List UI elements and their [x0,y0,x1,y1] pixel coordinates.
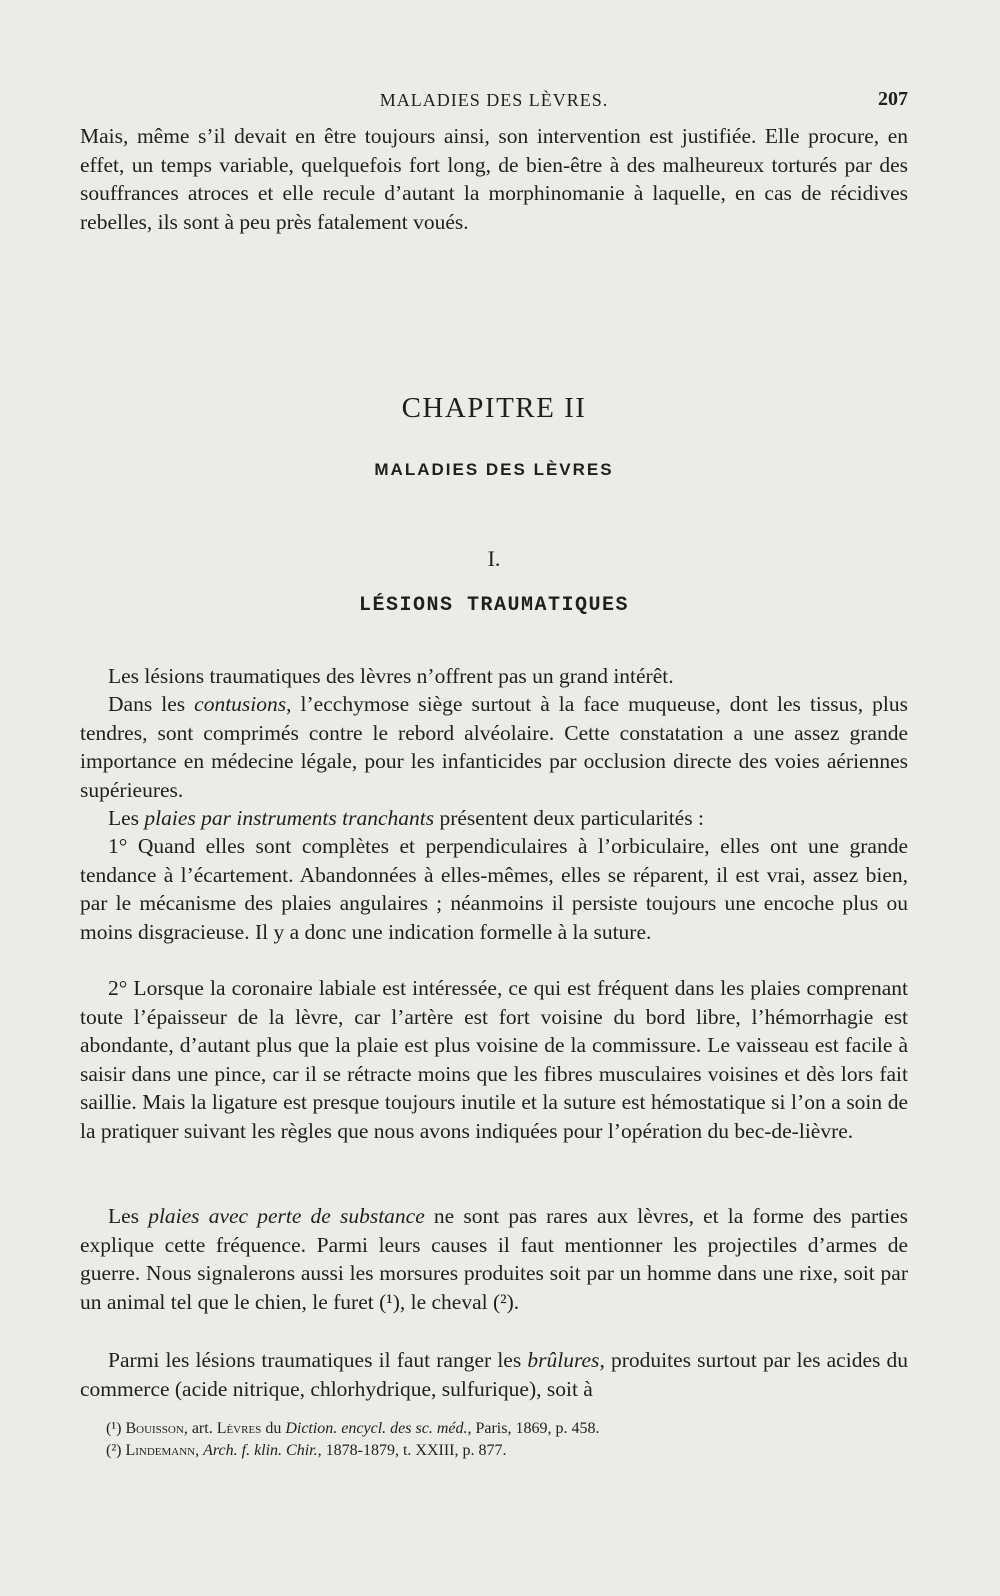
footnote-marker: (²) [106,1442,126,1459]
section-number: I. [487,546,501,571]
footnote-text: du [261,1420,286,1437]
paragraph-text: Les [108,806,145,830]
chapter-subtitle: MALADIES DES LÈVRES [374,460,614,479]
footnote-text: , Paris, 1869, p. 458. [467,1420,600,1437]
paragraph-text: , produites surtout par les acides du commerce (acide nitrique, chlorhydrique, sulfurique), soit à [80,1348,908,1401]
paragraph-brulures [80,1346,908,1403]
footnote-text: , [195,1442,204,1459]
footnote-article: Lèvres [216,1420,262,1437]
paragraph-text: Parmi les lésions traumatiques il faut ranger les [108,1348,528,1372]
paragraph-text: ne sont pas rares aux lèvres, et la forme des parties explique cette fréquence. Parmi leurs causes il faut mentionner les projectiles d’armes de guerre. Nous signalerons aussi les morsures produites soit par un homme dans une rixe, soit par un animal tel que le chien, le furet (¹), le cheval (²). [80,1204,908,1314]
paragraph-text: présentent deux particularités : [434,806,704,830]
footnote-2 [106,1440,886,1462]
paragraph-plaies-tranchants [80,804,908,833]
running-title: MALADIES DES LÈVRES. [379,90,609,110]
paragraph-perte-substance [80,1202,908,1316]
footnote-text: , art. [183,1420,217,1437]
italic-term: plaies avec perte de substance [148,1204,425,1228]
paragraph-text: , l’ecchymose siège surtout à la face muqueuse, dont les tissus, plus tendres, sont comprimés contre le rebord alvéolaire. Cette constatation a une assez grande importance en médecine légale, pour les infanticides par occlusion directe des voies aériennes supérieures. [80,692,908,802]
paragraph-text: Les [108,1204,149,1228]
footnote-source: Diction. encycl. des sc. méd. [285,1420,468,1437]
paragraph-text: Dans les [108,692,195,716]
section-title: LÉSIONS TRAUMATIQUES [358,594,630,617]
paragraph-point-2: 2° Lorsque la coronaire labiale est intéressée, ce qui est fréquent dans les plaies comprenant toute l’épaisseur de la lèvre, car l’artère est fort voisine du bord libre, l’hémorrhagie est abondante, d’autant plus que la plaie est plus voisine de la commissure. Le vaisseau est facile à saisir dans une pince, car il se rétracte moins que les fibres musculaires voisines et dès lors fait saillie. Mais la ligature est presque toujours inutile et la suture est hémostatique si l’on a soin de la pratiquer suivant les règles que nous avons indiquées pour l’opération du bec-de-lièvre. [80,976,908,1143]
paragraph-point-1: 1° Quand elles sont complètes et perpendiculaires à l’orbiculaire, elles ont une grande tendance à l’écartement. Abandonnées à elles-mêmes, elles se réparent, il est vrai, assez bien, par le mécanisme des plaies angulaires ; néanmoins il persiste toujours une encoche plus ou moins disgracieuse. Il y a donc une indication formelle à la suture. [80,834,908,944]
intro-paragraph: Mais, même s’il devait en être toujours ainsi, son intervention est justifiée. Elle procure, en effet, un temps variable, quelquefois fort long, de bien-être à des malheureux torturés par des souffrances atroces et elle recule d’autant la morphinomanie à laquelle, en cas de récidives rebelles, ils sont à peu près fatalement voués. [80,124,908,234]
italic-term: plaies par instruments tranchants [144,806,435,830]
chapter-title: CHAPITRE II [401,392,587,424]
footnote-source: Arch. f. klin. Chir. [203,1442,318,1459]
footnote-marker: (¹) [106,1420,126,1437]
paragraph-contusions [80,690,908,804]
footnote-author: Lindemann [125,1442,196,1459]
footnote-text: , 1878-1879, t. XXIII, p. 877. [317,1442,507,1459]
italic-term: brûlures [527,1348,600,1372]
italic-term: contusions [194,692,287,716]
running-head [80,88,908,116]
footnote-author: Bouisson [125,1420,184,1437]
footnote-1 [106,1418,886,1440]
page-number: 207 [878,88,908,110]
footnotes [106,1418,886,1462]
paragraph-general: Les lésions traumatiques des lèvres n’offrent pas un grand intérêt. [108,664,674,688]
